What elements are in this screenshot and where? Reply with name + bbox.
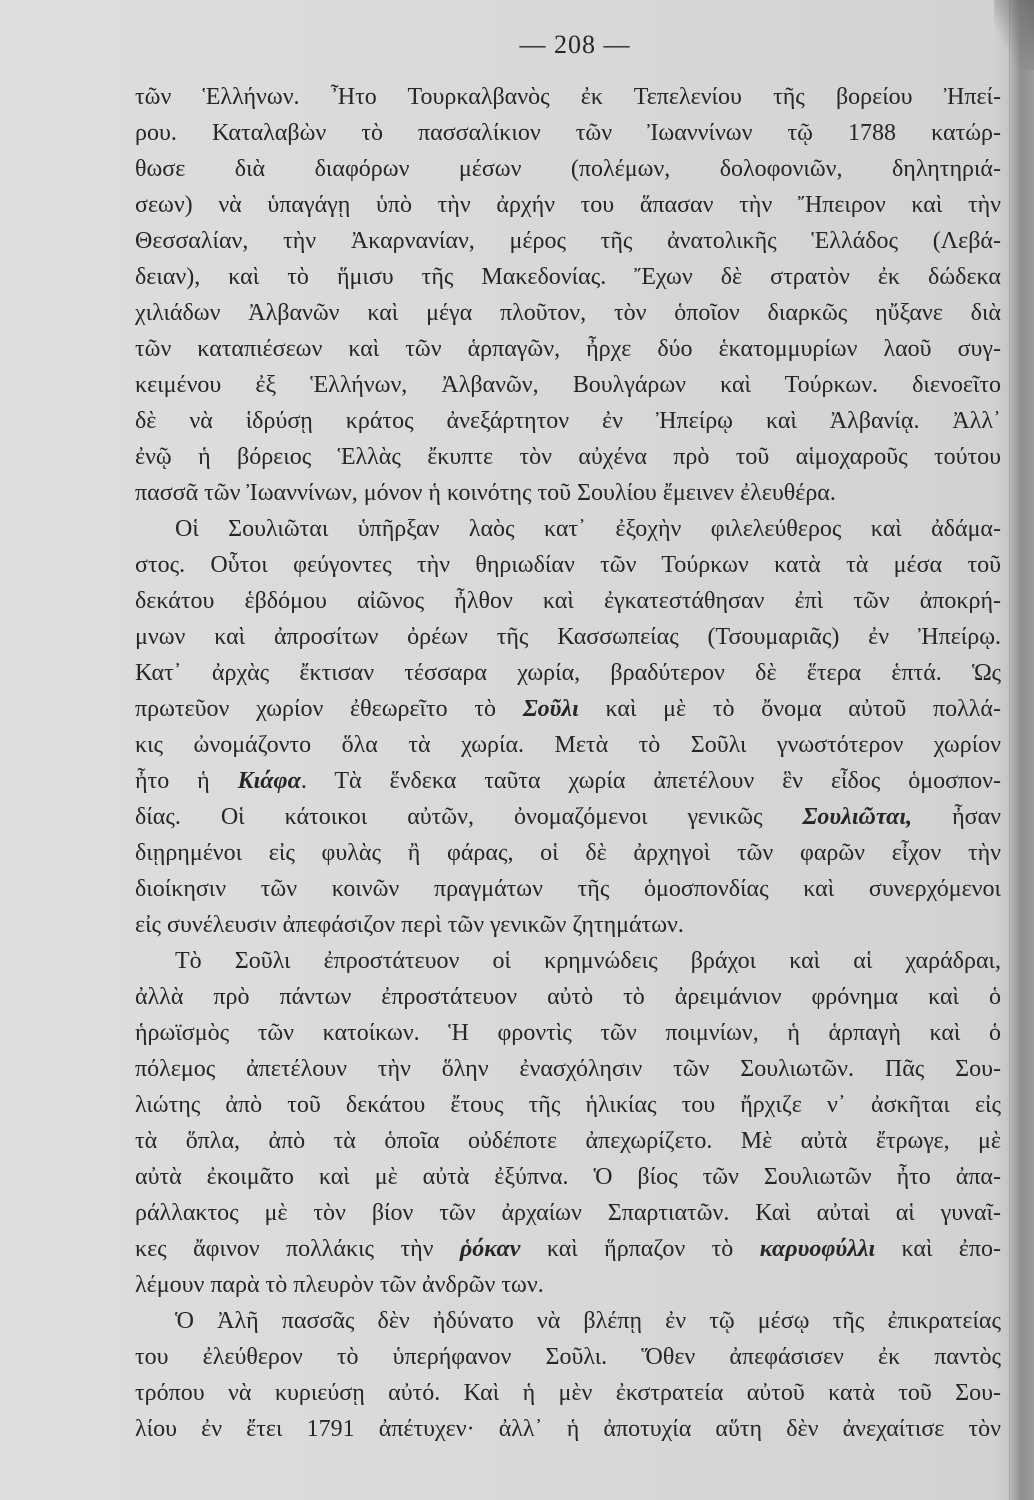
text-segment: στος. Οὗτοι φεύγοντες τὴν θηριωδίαν τῶν Τούρκων κατὰ τὰ μέσα τοῦ — [135, 552, 1001, 578]
paragraph — [135, 1303, 1001, 1447]
text-segment: τρόπου νὰ κυριεύσῃ αὐτό. Καὶ ἡ μὲν ἐκστρατεία αὐτοῦ κατὰ τοῦ Σου- — [135, 1380, 1001, 1406]
text-segment: τῶν καταπιέσεων καὶ τῶν ἁρπαγῶν, ἦρχε δύο ἑκατομμυρίων λαοῦ συγ- — [135, 336, 1001, 362]
text-line — [135, 619, 1001, 655]
text-segment: δεκάτου ἑβδόμου αἰῶνος ἦλθον καὶ ἐγκατεστάθησαν ἐπὶ τῶν ἀποκρή- — [135, 588, 1001, 614]
emphasized-term: ῥόκαν — [459, 1236, 521, 1262]
text-segment: του ἐλεύθερον τὸ ὑπερήφανον Σοῦλι. Ὅθεν ἀπεφάσισεν ἐκ παντὸς — [135, 1344, 1001, 1370]
text-segment: καὶ ἐπο- — [875, 1236, 1001, 1262]
text-line — [135, 547, 1001, 583]
text-line — [135, 187, 1001, 223]
text-segment: Οἱ Σουλιῶται ὑπῆρξαν λαὸς κατ᾽ ἐξοχὴν φιλελεύθερος καὶ ἀδάμα- — [175, 516, 1001, 542]
text-segment: ράλλακτος μὲ τὸν βίον τῶν ἀρχαίων Σπαρτιατῶν. Καὶ αὐταὶ αἱ γυναῖ- — [135, 1200, 1001, 1226]
text-segment: διοίκησιν τῶν κοινῶν πραγμάτων τῆς ὁμοσπονδίας καὶ συνερχόμενοι — [135, 876, 1001, 902]
text-segment: λίου ἐν ἔτει 1791 ἀπέτυχεν· ἀλλ᾽ ἡ ἀποτυχία αὕτη δὲν ἀνεχαίτισε τὸν — [135, 1416, 1001, 1442]
body-text — [135, 79, 1001, 1447]
text-line — [135, 943, 1001, 979]
text-line — [135, 655, 1001, 691]
text-segment: τὰ ὅπλα, ἀπὸ τὰ ὁποῖα οὐδέποτε ἀπεχωρίζετο. Μὲ αὐτὰ ἔτρωγε, μὲ — [135, 1128, 1001, 1154]
text-line — [135, 331, 1001, 367]
text-segment: αὐτὰ ἐκοιμᾶτο καὶ μὲ αὐτὰ ἐξύπνα. Ὁ βίος τῶν Σουλιωτῶν ἦτο ἀπα- — [135, 1164, 1001, 1190]
text-line — [135, 583, 1001, 619]
text-segment: ἐνῷ ἡ βόρειος Ἑλλὰς ἔκυπτε τὸν αὐχένα πρὸ τοῦ αἱμοχαροῦς τούτου — [135, 444, 1001, 470]
text-segment: ἡρωϊσμὸς τῶν κατοίκων. Ἡ φροντὶς τῶν ποιμνίων, ἡ ἁρπαγὴ καὶ ὁ — [135, 1020, 1001, 1046]
text-line — [135, 79, 1001, 115]
paragraph — [135, 79, 1001, 511]
text-line — [135, 511, 1001, 547]
text-segment: Ὁ Ἀλῆ πασσᾶς δὲν ἠδύνατο νὰ βλέπῃ ἐν τῷ μέσῳ τῆς ἐπικρατείας — [175, 1308, 1001, 1334]
text-segment: τῶν Ἑλλήνων. Ἦτο Τουρκαλβανὸς ἐκ Τεπελενίου τῆς βορείου Ἠπεί- — [135, 84, 1001, 110]
emphasized-term: Σουλιῶται, — [802, 804, 913, 830]
text-segment: πασσᾶ τῶν Ἰωαννίνων, μόνον ἡ κοινότης τοῦ Σουλίου ἔμεινεν ἐλευθέρα. — [135, 480, 836, 506]
text-segment: κις ὠνομάζοντο ὅλα τὰ χωρία. Μετὰ τὸ Σοῦλι γνωστότερον χωρίον — [135, 732, 1001, 758]
text-line — [135, 1087, 1001, 1123]
text-line — [135, 151, 1001, 187]
text-line — [135, 1411, 1001, 1447]
text-segment: δίας. Οἱ κάτοικοι αὐτῶν, ὀνομαζόμενοι γενικῶς — [135, 804, 803, 830]
emphasized-term: Κιάφα — [237, 768, 301, 794]
text-segment: χιλιάδων Ἀλβανῶν καὶ μέγα πλοῦτον, τὸν ὁποῖον διαρκῶς ηὔξανε διὰ — [135, 300, 1001, 326]
text-line — [135, 1195, 1001, 1231]
text-line — [135, 727, 1001, 763]
text-line — [135, 1123, 1001, 1159]
text-line — [135, 403, 1001, 439]
text-line — [135, 439, 1001, 475]
text-segment: εἰς συνέλευσιν ἀπεφάσιζον περὶ τῶν γενικῶν ζητημάτων. — [135, 912, 684, 938]
text-segment: θωσε διὰ διαφόρων μέσων (πολέμων, δολοφονιῶν, δηλητηριά- — [135, 156, 1001, 182]
text-line — [135, 1267, 1001, 1303]
text-line — [135, 1015, 1001, 1051]
text-segment: σεων) νὰ ὑπαγάγῃ ὑπὸ τὴν ἀρχήν του ἅπασαν τὴν Ἤπειρον καὶ τὴν — [135, 192, 1001, 218]
paragraph — [135, 511, 1001, 943]
text-segment: λέμουν παρὰ τὸ πλευρὸν τῶν ἀνδρῶν των. — [135, 1272, 544, 1298]
text-line — [135, 835, 1001, 871]
text-line — [135, 1375, 1001, 1411]
text-segment: κειμένου ἐξ Ἑλλήνων, Ἀλβανῶν, Βουλγάρων καὶ Τούρκων. διενοεῖτο — [135, 372, 1001, 398]
text-segment: ἀλλὰ πρὸ πάντων ἐπροστάτευον αὐτὸ τὸ ἀρειμάνιον φρόνημα καὶ ὁ — [135, 984, 1001, 1010]
text-line — [135, 1339, 1001, 1375]
text-line — [135, 979, 1001, 1015]
text-segment: Θεσσαλίαν, τὴν Ἀκαρνανίαν, μέρος τῆς ἀνατολικῆς Ἑλλάδος (Λεβά- — [135, 228, 1001, 254]
text-line — [135, 1231, 1001, 1267]
text-line — [135, 367, 1001, 403]
text-segment: δὲ νὰ ἱδρύσῃ κράτος ἀνεξάρτητον ἐν Ἠπείρῳ καὶ Ἀλβανίᾳ. Ἀλλ᾽ — [135, 408, 1001, 434]
text-line — [135, 763, 1001, 799]
text-line — [135, 295, 1001, 331]
text-line — [135, 1051, 1001, 1087]
text-segment: Κατ᾽ ἀρχὰς ἔκτισαν τέσσαρα χωρία, βραδύτερον δὲ ἕτερα ἑπτά. Ὡς — [135, 660, 1001, 686]
text-line — [135, 871, 1001, 907]
text-line — [135, 907, 1001, 943]
text-segment: διῃρημένοι εἰς φυλὰς ἢ φάρας, οἱ δὲ ἀρχηγοὶ τῶν φαρῶν εἶχον τὴν — [135, 840, 1001, 866]
text-segment: λιώτης ἀπὸ τοῦ δεκάτου ἔτους τῆς ἡλικίας του ἤρχιζε ν᾽ ἀσκῆται εἰς — [135, 1092, 1001, 1118]
text-line — [135, 1159, 1001, 1195]
text-segment: δειαν), καὶ τὸ ἥμισυ τῆς Μακεδονίας. Ἔχων δὲ στρατὸν ἐκ δώδεκα — [135, 264, 1001, 290]
text-segment: ἦτο ἡ — [135, 768, 238, 794]
page-edge-shadow — [1009, 0, 1034, 1500]
paragraph — [135, 943, 1001, 1303]
text-segment: κες ἄφινον πολλάκις τὴν — [135, 1236, 460, 1262]
text-line — [135, 223, 1001, 259]
text-line — [135, 799, 1001, 835]
text-line — [135, 691, 1001, 727]
text-line — [135, 259, 1001, 295]
text-segment: Τὸ Σοῦλι ἐπροστάτευον οἱ κρημνώδεις βράχοι καὶ αἱ χαράδραι, — [175, 948, 1001, 974]
text-segment: . Τὰ ἕνδεκα ταῦτα χωρία ἀπετέλουν ἓν εἶδος ὁμοσπον- — [300, 768, 1001, 794]
text-segment: καὶ ἥρπαζον τὸ — [520, 1236, 760, 1262]
page-number: — 208 — — [519, 30, 631, 59]
text-line — [135, 475, 1001, 511]
text-segment: πόλεμος ἀπετέλουν τὴν ὅλην ἐνασχόλησιν τῶν Σουλιωτῶν. Πᾶς Σου- — [135, 1056, 1001, 1082]
text-segment: καὶ μὲ τὸ ὄνομα αὐτοῦ πολλά- — [578, 696, 1001, 722]
text-segment: μνων καὶ ἀπροσίτων ὀρέων τῆς Κασσωπείας (Τσουμαριᾶς) ἐν Ἠπείρῳ. — [135, 624, 1001, 650]
emphasized-term: Σοῦλι — [522, 696, 579, 722]
text-segment: πρωτεῦον χωρίον ἐθεωρεῖτο τὸ — [135, 696, 523, 722]
text-segment: ἦσαν — [912, 804, 1002, 830]
text-line — [135, 115, 1001, 151]
text-segment: ρου. Καταλαβὼν τὸ πασσαλίκιον τῶν Ἰωαννίνων τῷ 1788 κατώρ- — [135, 120, 1001, 146]
emphasized-term: καρυοφύλλι — [759, 1236, 876, 1262]
page-corner-shadow — [994, 0, 1034, 70]
text-line — [135, 1303, 1001, 1339]
